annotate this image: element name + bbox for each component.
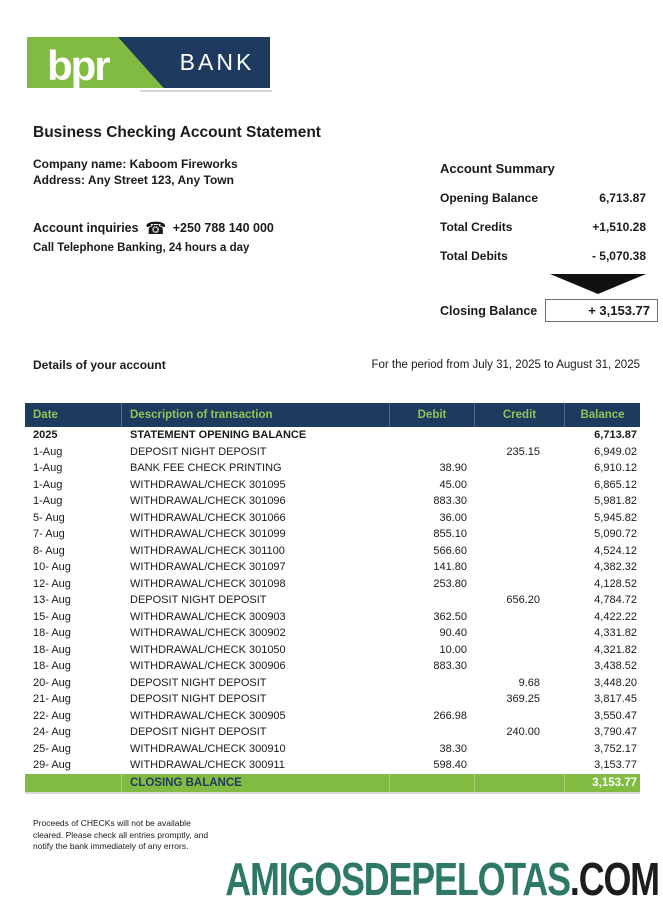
cell-date: 18- Aug [33,627,71,640]
cell-debit: 598.40 [433,759,467,772]
cell-description: STATEMENT OPENING BALANCE [130,429,307,442]
cell-description: WITHDRAWAL/CHECK 301095 [130,478,286,491]
cell-date: 13- Aug [33,594,71,607]
table-row [25,642,640,659]
table-row [25,625,640,642]
cell-date: 18- Aug [33,660,71,673]
summary-value: - 5,070.38 [591,249,646,263]
cell-description: WITHDRAWAL/CHECK 301100 [130,544,285,557]
cell-balance: 4,331.82 [594,627,637,640]
cell-credit: 240.00 [506,726,540,739]
cell-balance: 4,321.82 [594,643,637,656]
cell-balance: 5,945.82 [594,511,637,524]
cell-balance: 4,784.72 [594,594,637,607]
closing-row-label: CLOSING BALANCE [122,774,390,792]
cell-date: 1-Aug [33,478,63,491]
cell-credit: 235.15 [506,445,540,458]
table-row [25,493,640,510]
summary-value: +1,510.28 [592,220,646,234]
cell-credit: 656.20 [506,594,540,607]
table-row [25,559,640,576]
closing-balance-box: + 3,153.77 [545,299,658,322]
cell-balance: 3,817.45 [594,693,637,706]
closing-balance-row [440,299,658,322]
cell-date: 21- Aug [33,693,71,706]
header-description: Description of transaction [122,403,390,427]
summary-label: Opening Balance [440,191,539,205]
transactions-table [25,403,640,794]
cell-date: 12- Aug [33,577,71,590]
cell-description: DEPOSIT NIGHT DEPOSIT [130,445,267,458]
down-arrow-icon [550,274,646,294]
cell-balance: 4,524.12 [594,544,637,557]
footnote [33,818,208,853]
cell-credit [475,774,565,792]
logo-bpr-text: bpr [47,42,109,89]
cell-date: 29- Aug [33,759,71,772]
watermark [225,852,659,906]
cell-balance: 3,153.77 [594,759,637,772]
cell-balance: 4,382.32 [594,561,637,574]
table-row [25,708,640,725]
summary-value: 6,713.87 [599,191,646,205]
cell-balance: 6,713.87 [594,429,637,442]
footnote-line: notify the bank immediately of any errors. [33,841,189,851]
cell-debit: 883.30 [433,660,467,673]
cell-debit: 362.50 [433,610,467,623]
cell-date: 18- Aug [33,643,71,656]
company-block [33,156,238,188]
table-row [25,592,640,609]
phone-icon: ☎ [145,219,167,239]
cell-balance: 3,448.20 [594,676,637,689]
cell-debit: 38.30 [439,742,467,755]
company-address-line: Address: Any Street 123, Any Town [33,173,234,187]
table-row [25,427,640,444]
statement-period: For the period from July 31, 2025 to August 31, 2025 [371,359,640,371]
cell-balance: 4,422.22 [594,610,637,623]
table-row [25,460,640,477]
footnote-line: cleared. Please check all entries promptly, and [33,829,209,840]
account-inquiries-line [33,219,274,239]
cell-date: 2025 [33,429,58,442]
cell-balance: 5,090.72 [594,528,637,541]
cell-debit: 141.80 [433,561,467,574]
cell-debit: 883.30 [433,495,467,508]
inquiries-phone-number: +250 788 140 000 [172,221,274,235]
cell-debit: 253.80 [433,577,467,590]
cell-description: WITHDRAWAL/CHECK 300911 [130,759,285,772]
table-row [25,609,640,626]
summary-label: Total Credits [440,220,513,234]
header-debit: Debit [390,403,475,427]
bank-logo [27,37,270,88]
details-heading: Details of your account [33,358,166,372]
telephone-banking-line: Call Telephone Banking, 24 hours a day [33,242,250,254]
cell-date: 7- Aug [33,528,65,541]
table-row [25,477,640,494]
cell-description: WITHDRAWAL/CHECK 300910 [130,742,286,755]
summary-row-total-debits [440,249,658,263]
account-summary [440,161,658,322]
summary-row-total-credits [440,220,658,234]
closing-balance-label: Closing Balance [440,303,538,318]
table-row [25,543,640,560]
cell-balance: 3,438.52 [594,660,637,673]
account-summary-title: Account Summary [440,161,555,176]
table-row [25,724,640,741]
cell-date: 15- Aug [33,610,71,623]
watermark-suffix-text: .COM [569,853,659,905]
cell-balance: 6,949.02 [594,445,637,458]
cell-date: 10- Aug [33,561,71,574]
header-balance: Balance [580,409,625,421]
cell-description: DEPOSIT NIGHT DEPOSIT [130,726,267,739]
cell-balance: 5,981.82 [594,495,637,508]
logo-bank-text: BANK [179,49,255,75]
watermark-main-text: AMIGOSDEPELOTAS [225,853,570,905]
cell-description: BANK FEE CHECK PRINTING [130,462,282,475]
cell-balance: 6,865.12 [594,478,637,491]
cell-description: DEPOSIT NIGHT DEPOSIT [130,676,267,689]
cell-description: WITHDRAWAL/CHECK 301099 [130,528,286,541]
table-row [25,576,640,593]
summary-arrow-wrap [440,274,658,294]
cell-description: WITHDRAWAL/CHECK 301050 [130,643,286,656]
cell-balance: 3,790.47 [594,726,637,739]
cell-date: 1-Aug [33,495,63,508]
summary-row-opening-balance [440,191,658,205]
cell-balance: 6,910.12 [594,462,637,475]
cell-description: DEPOSIT NIGHT DEPOSIT [130,594,267,607]
cell-description: WITHDRAWAL/CHECK 301096 [130,495,286,508]
cell-balance: 3,550.47 [594,709,637,722]
cell-debit: 90.40 [439,627,467,640]
cell-debit: 45.00 [439,478,467,491]
table-row [25,691,640,708]
cell-date: 20- Aug [33,676,71,689]
cell-date: 24- Aug [33,726,71,739]
closing-balance-table-row [25,774,640,792]
cell-date: 5- Aug [33,511,65,524]
table-row [25,510,640,527]
header-date: Date [25,403,122,427]
logo-underline [140,90,272,92]
cell-description: WITHDRAWAL/CHECK 300905 [130,709,286,722]
page-title: Business Checking Account Statement [33,124,321,141]
cell-balance: 4,128.52 [594,577,637,590]
cell-debit: 566.60 [433,544,467,557]
header-credit: Credit [475,403,565,427]
cell-debit: 36.00 [439,511,467,524]
cell-description: WITHDRAWAL/CHECK 301097 [130,561,286,574]
company-name-line: Company name: Kaboom Fireworks [33,157,238,171]
cell-description: WITHDRAWAL/CHECK 300902 [130,627,286,640]
cell-description: WITHDRAWAL/CHECK 300906 [130,660,286,673]
cell-date [25,774,122,792]
closing-row-balance: 3,153.77 [592,776,637,789]
cell-date: 1-Aug [33,462,63,475]
cell-description: WITHDRAWAL/CHECK 300903 [130,610,286,623]
table-row [25,526,640,543]
cell-description: WITHDRAWAL/CHECK 301098 [130,577,286,590]
cell-debit [390,774,475,792]
cell-debit: 38.90 [439,462,467,475]
cell-date: 1-Aug [33,445,63,458]
table-row [25,741,640,758]
table-header-row [25,403,640,427]
cell-description: DEPOSIT NIGHT DEPOSIT [130,693,267,706]
footnote-line: Proceeds of CHECKs will not be available [33,818,191,828]
cell-date: 8- Aug [33,544,65,557]
cell-debit: 855.10 [433,528,467,541]
cell-description: WITHDRAWAL/CHECK 301066 [130,511,286,524]
cell-date: 25- Aug [33,742,71,755]
cell-date: 22- Aug [33,709,71,722]
transactions-body [25,427,640,774]
cell-balance: 3,752.17 [594,742,637,755]
cell-debit: 10.00 [439,643,467,656]
cell-credit: 369.25 [506,693,540,706]
summary-label: Total Debits [440,249,508,263]
table-row [25,444,640,461]
cell-credit: 9.68 [518,676,540,689]
table-row [25,675,640,692]
table-row [25,658,640,675]
account-inquiries-label: Account inquiries [33,221,139,235]
table-row [25,757,640,774]
cell-debit: 266.98 [433,709,467,722]
